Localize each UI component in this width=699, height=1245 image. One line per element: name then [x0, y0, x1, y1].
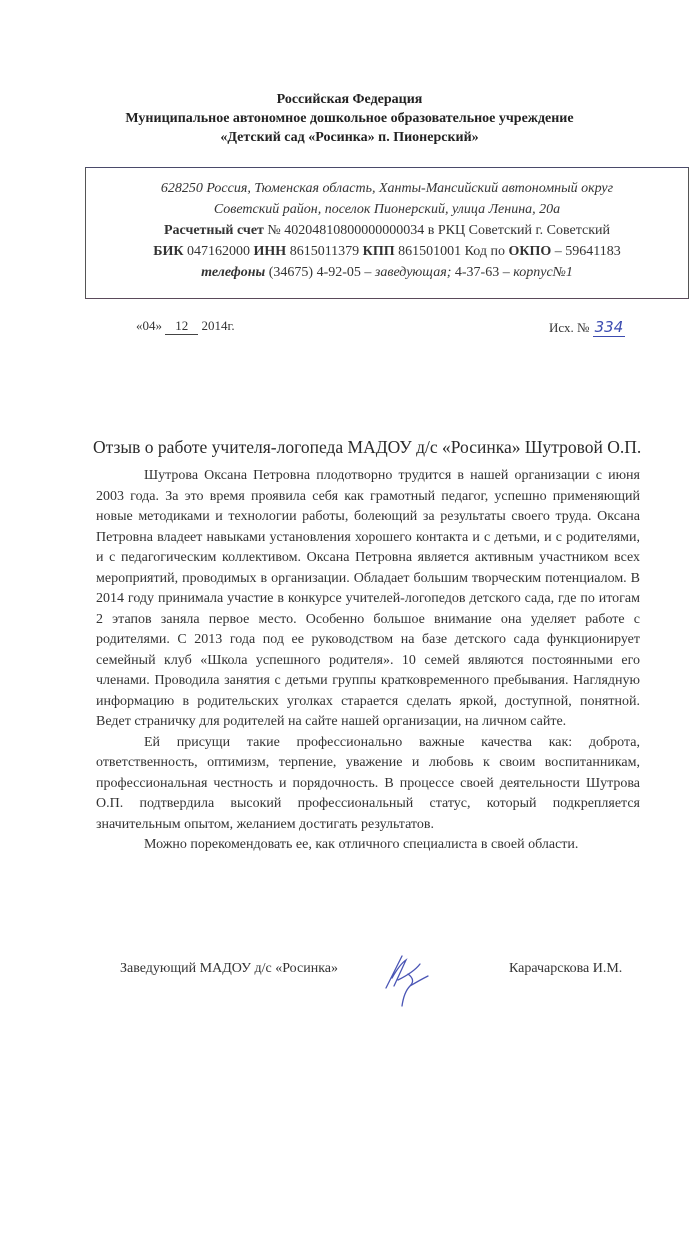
document-title: Отзыв о работе учителя-логопеда МАДОУ д/с «Росинка» Шутровой О.П. [93, 437, 642, 457]
bik-label: БИК [153, 244, 184, 259]
address-line-2: Советский район, поселок Пионерский, улица Ленина, 20а [213, 202, 561, 217]
letterhead-country: Российская Федерация [276, 92, 423, 107]
kpp-value: 861501001 Код по [394, 244, 509, 259]
okpo-label: ОКПО [508, 244, 552, 259]
okpo-value: – 59641183 [551, 244, 621, 259]
handwritten-signature-icon [380, 950, 440, 1010]
document-body [96, 466, 640, 856]
inn-value: 8615011379 [286, 244, 363, 259]
account-label: Расчетный счет [163, 223, 264, 238]
date-day: «04» [136, 318, 162, 333]
phones-line [86, 262, 688, 283]
outgoing-handwritten-number: 334 [594, 318, 624, 336]
outgoing-number [549, 318, 625, 336]
date-month: 12 [165, 318, 198, 335]
outgoing-label: Исх. № [549, 320, 590, 335]
bik-value: 047162000 [183, 244, 254, 259]
requisites-box [85, 167, 689, 299]
signer-name: Карачарскова И.М. [509, 961, 623, 976]
account-line [86, 220, 688, 241]
paragraph: Шутрова Оксана Петровна плодотворно трудится в нашей организации с июня 2003 года. За это время проявила себя как грамотный педагог, успешно применяющий новые методиками и технологии работы, болеющий за результаты своего труда. Оксана Петровна владеет навыками установления хорошего контакта и с детьми, и с родителями, и с педагогическим коллективом. Оксана Петровна является активным участником всех мероприятий, проводимых в организации. Обладает большим творческим потенциалом. В 2014 году принимала участие в конкурсе учителей-логопедов детского сада, где по итогам 2 этапов заняла первое место. Особенно большое внимание она уделяет работе с родителями. С 2013 года под ее руководством на базе детского сада функционирует семейный клуб «Школа успешного родителя». 10 семей являются постоянными его членами. Проводила занятия с детьми группы кратковременного пребывания. Наглядную информацию в родительских уголках старается сделать яркой, доступной, понятной. Ведет страничку для родителей на сайте нашей организации, на личном сайте. [96, 468, 640, 729]
account-value: № 40204810800000000034 в РКЦ Советский г. Советский [263, 223, 611, 238]
codes-line [86, 241, 688, 262]
signer-position: Заведующий МАДОУ д/с «Росинка» [120, 961, 338, 976]
phones-note-building: корпус№1 [513, 265, 573, 280]
document-date [136, 318, 235, 335]
phones-label: телефоны [201, 265, 266, 280]
address-line-1: 628250 Россия, Тюменская область, Ханты-Мансийский автономный округ [160, 181, 614, 196]
phones-note-head: заведующая; [374, 265, 452, 280]
phones-value: (34675) 4-92-05 – [265, 265, 375, 280]
paragraph: Ей присущи такие профессионально важные качества как: доброта, ответственность, оптимизм, терпение, уважение и любовь к своим воспитанникам, профессиональная честность и порядочность. В процессе своей деятельности Шутрова О.П. подтвердила высокий профессиональный статус, который подкрепляется значительным опытом, желанием достигать результатов. [96, 734, 640, 832]
phones-value-2: 4-37-63 – [451, 265, 514, 280]
letterhead-org-name: «Детский сад «Росинка» п. Пионерский» [220, 130, 479, 145]
paragraph: Можно порекомендовать ее, как отличного специалиста в своей области. [144, 837, 579, 852]
kpp-label: КПП [362, 244, 395, 259]
letterhead [0, 90, 699, 147]
inn-label: ИНН [253, 244, 287, 259]
letterhead-org-type: Муниципальное автономное дошкольное образовательное учреждение [125, 111, 574, 126]
date-year: 2014г. [201, 318, 235, 333]
